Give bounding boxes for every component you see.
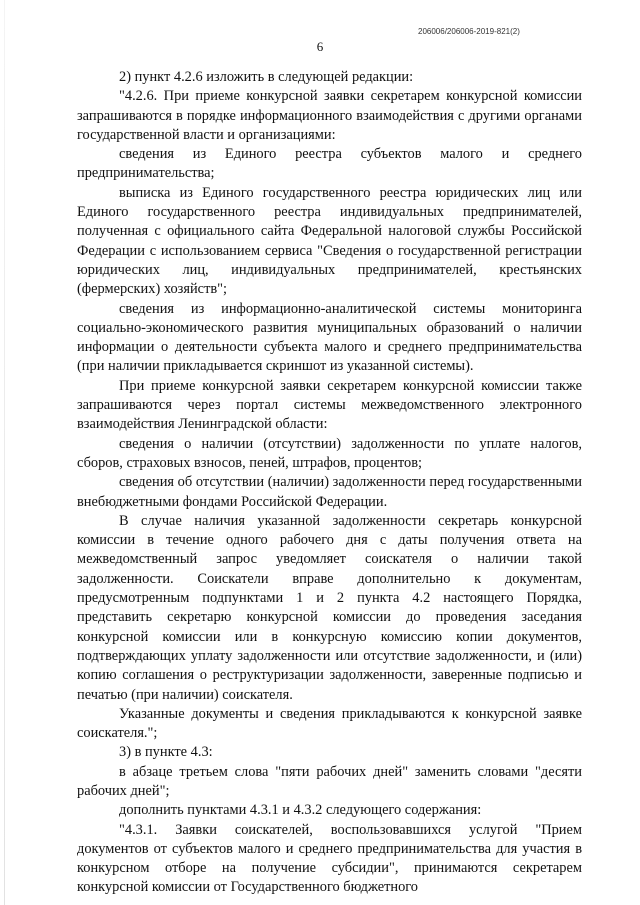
paragraph: выписка из Единого государственного реестра юридических лиц или Единого государственного реестра индивидуальных предпринимателей, полученная с официального сайта Федеральной налоговой службы Российской Федерации с использованием сервиса "Сведения о государственной регистрации юридических лиц, индивидуальных предпринимателей, крестьянских (фермерских) хозяйств";	[77, 184, 582, 298]
document-body	[77, 68, 582, 898]
paragraph: "4.2.6. При приеме конкурсной заявки секретарем конкурсной комиссии запрашиваются в порядке информационного взаимодействия с другими органами государственной власти и организациями:	[77, 88, 582, 143]
paragraph: При приеме конкурсной заявки секретарем конкурсной комиссии также запрашиваются через портал системы межведомственного электронного взаимодействия Ленинградской области:	[77, 377, 582, 433]
paragraph: Указанные документы и сведения прикладываются к конкурсной заявке соискателя.";	[77, 705, 582, 742]
scan-edge-shadow	[4, 0, 5, 905]
paragraph: дополнить пунктами 4.3.1 и 4.3.2 следующего содержания:	[119, 802, 482, 819]
paragraph: В случае наличия указанной задолженности секретарь конкурсной комиссии в течение одного рабочего дня с даты получения ответа на межведомственный запрос уведомляет соискателя о наличии такой задолженности. Соискатели вправе дополнительно к документам, предусмотренным подпунктами 1 и 2 пункта 4.2 настоящего Порядка, представить секретарю конкурсной комиссии до проведения заседания конкурсной комиссии или в конкурсную комиссию копии документов, подтверждающих уплату задолженности или отсутствие задолженности, и (или) копию соглашения о реструктуризации задолженности, заверенные подписью и печатью (при наличии) соискателя.	[77, 512, 582, 703]
paragraph: сведения из Единого реестра субъектов малого и среднего предпринимательства;	[77, 146, 582, 182]
paragraph: в абзаце третьем слова "пяти рабочих дней" заменить словами "десяти рабочих дней";	[77, 763, 582, 799]
paragraph: 2) пункт 4.2.6 изложить в следующей редакции:	[119, 69, 414, 85]
paragraph: "4.3.1. Заявки соискателей, воспользовавшихся услугой "Прием документов от субъектов малого и среднего предпринимательства для участия в конкурсном отборе на получение субсидии", принимаются секретарем конкурсной комиссии от Государственного бюджетного	[77, 821, 582, 896]
paragraph: 3) в пункте 4.3:	[119, 744, 213, 761]
paragraph: сведения из информационно-аналитической системы мониторинга социально-экономического развития муниципальных образований о наличии информации о деятельности субъекта малого и среднего предпринимательства (при наличии прикладывается скриншот из указанной системы).	[77, 300, 582, 375]
document-code: 206006/206006-2019-821(2)	[418, 27, 520, 36]
paragraph: сведения о наличии (отсутствии) задолженности по уплате налогов, сборов, страховых взносов, пеней, штрафов, процентов;	[77, 435, 582, 471]
page-number: 6	[316, 39, 324, 54]
paragraph: сведения об отсутствии (наличии) задолженности перед государственными внебюджетными фондами Российской Федерации.	[77, 474, 582, 510]
